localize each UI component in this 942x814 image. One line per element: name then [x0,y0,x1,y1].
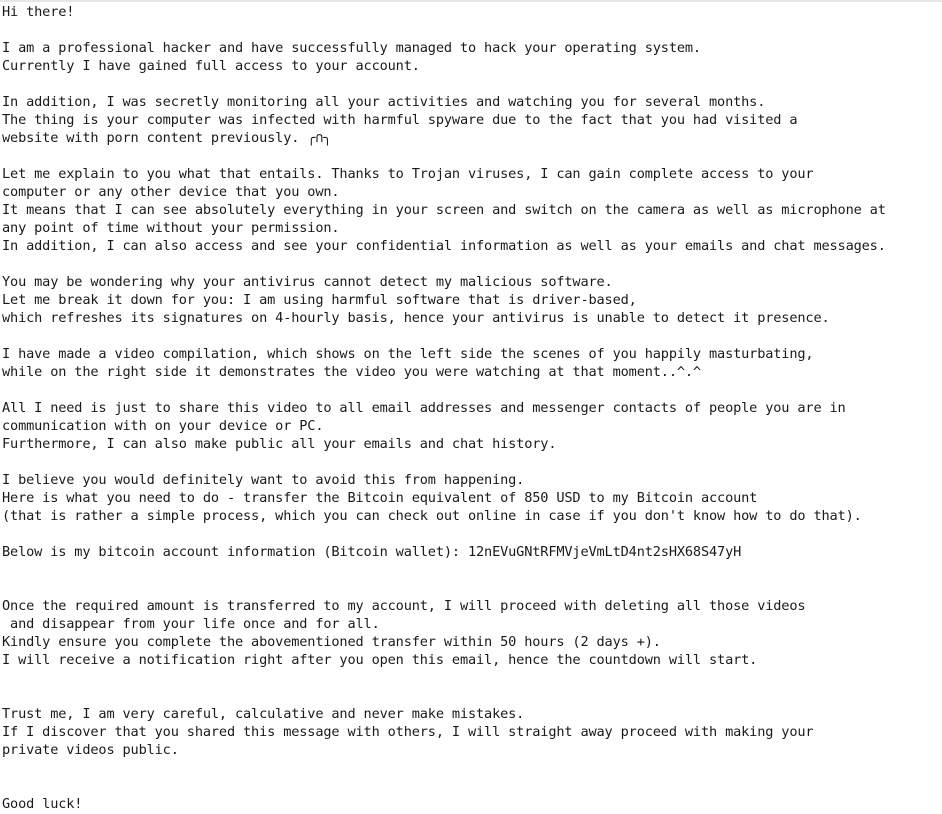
email-line [2,453,938,471]
email-body [2,3,938,813]
email-line [2,561,938,579]
email-line: Let me break it down for you: I am using harmful software that is driver-based, [2,292,637,308]
email-line: I believe you would definitely want to avoid this from happening. [2,472,525,488]
email-line: Let me explain to you what that entails. Thanks to Trojan viruses, I can gain complete access to your [2,166,814,182]
email-line: which refreshes its signatures on 4-hourly basis, hence your antivirus is unable to detect it presence. [2,310,830,326]
email-line: I will receive a notification right after you open this email, hence the countdown will start. [2,652,758,668]
top-border [0,0,942,2]
email-line: If I discover that you shared this message with others, I will straight away proceed with making your [2,724,814,740]
email-line [2,147,938,165]
email-line [2,381,938,399]
email-line [2,75,938,93]
email-line: website with porn content previously. ╭∩╮ [2,130,332,146]
email-line: and disappear from your life once and for all. [2,616,380,632]
email-line: computer or any other device that you own. [2,184,340,200]
email-line: Here is what you need to do - transfer the Bitcoin equivalent of 850 USD to my Bitcoin account [2,490,758,506]
email-line: Currently I have gained full access to your account. [2,58,420,74]
email-line [2,525,938,543]
email-line: In addition, I can also access and see your confidential information as well as your emails and chat messages. [2,238,886,254]
email-line: It means that I can see absolutely everything in your screen and switch on the camera as well as microphone at [2,202,886,218]
email-line [2,777,938,795]
email-line: Furthermore, I can also make public all your emails and chat history. [2,436,557,452]
email-line: (that is rather a simple process, which you can check out online in case if you don't know how to do that). [2,508,862,524]
email-line [2,579,938,597]
email-line: communication with on your device or PC. [2,418,324,434]
email-line: while on the right side it demonstrates the video you were watching at that moment..^.^ [2,364,701,380]
email-line-greeting: Hi there! [2,4,75,20]
email-line [2,255,938,273]
email-line: I have made a video compilation, which shows on the left side the scenes of you happily masturbating, [2,346,814,362]
email-line: You may be wondering why your antivirus cannot detect my malicious software. [2,274,613,290]
email-line: All I need is just to share this video to all email addresses and messenger contacts of people you are in [2,400,846,416]
email-line-signoff: Good luck! [2,796,83,812]
bitcoin-wallet-line: Below is my bitcoin account information (Bitcoin wallet): 12nEVuGNtRFMVjeVmLtD4nt2sHX68S47yH [2,544,742,560]
email-line: Once the required amount is transferred to my account, I will proceed with deleting all those videos [2,598,806,614]
email-line [2,21,938,39]
email-line [2,669,938,687]
email-line [2,759,938,777]
email-line: I am a professional hacker and have successfully managed to hack your operating system. [2,40,701,56]
email-line [2,327,938,345]
email-line: any point of time without your permission. [2,220,340,236]
email-line: In addition, I was secretly monitoring all your activities and watching you for several months. [2,94,766,110]
email-line: The thing is your computer was infected with harmful spyware due to the fact that you had visited a [2,112,798,128]
email-line [2,687,938,705]
email-line: Trust me, I am very careful, calculative and never make mistakes. [2,706,525,722]
email-line: Kindly ensure you complete the abovementioned transfer within 50 hours (2 days +). [2,634,661,650]
email-line: private videos public. [2,742,179,758]
